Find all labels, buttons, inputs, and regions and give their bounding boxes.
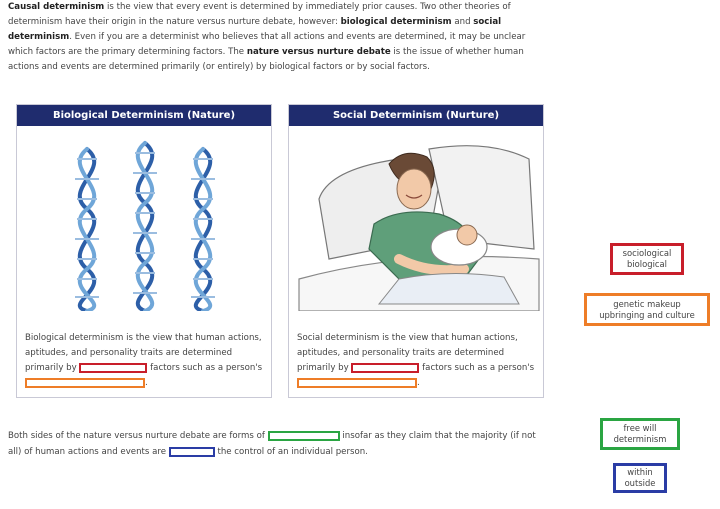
biological-panel: [16, 104, 272, 398]
bio-text-c: .: [145, 378, 148, 388]
term-social-determinism: social determinism: [8, 17, 502, 42]
tile-line-2: upbringing and culture: [599, 309, 695, 320]
blank-control-relation[interactable]: [169, 447, 215, 457]
biological-panel-title: Biological Determinism (Nature): [17, 105, 271, 126]
term-biological-determinism: biological determinism: [340, 17, 452, 27]
social-panel-title: Social Determinism (Nurture): [289, 105, 543, 126]
intro-text-3: is the issue of whether human actions and events are determined primarily (or entirely) by biological factors or by social factors.: [8, 47, 524, 72]
tile-line-2: determinism: [613, 434, 667, 444]
bottom-text-b: insofar as they claim that the majority (if not all) of human actions and events are: [8, 431, 536, 457]
mother-and-baby-illustration: [289, 129, 543, 311]
term-nature-nurture-debate: nature versus nurture debate: [246, 47, 391, 57]
tile-line-1: genetic makeup: [613, 298, 681, 309]
tile-line-1: free will: [623, 423, 657, 433]
bottom-text-a: Both sides of the nature versus nurture debate are forms of: [8, 431, 268, 441]
conclusion-sentence: [8, 428, 548, 460]
bio-text-a: Biological determinism is the view that human actions, aptitudes, and personality traits are determined primarily by: [25, 333, 262, 373]
social-panel: [288, 104, 544, 398]
answer-tile-genetics-upbringing[interactable]: [584, 293, 710, 326]
soc-blank-factor-example[interactable]: [297, 378, 417, 388]
soc-blank-factor-type[interactable]: [351, 363, 419, 373]
term-causal-determinism: Causal determinism: [8, 2, 105, 12]
intro-paragraph: [8, 0, 538, 75]
social-panel-text: [297, 331, 539, 391]
blank-debate-form[interactable]: [268, 431, 340, 441]
tile-line-2: outside: [624, 478, 656, 488]
answer-tile-sociological-biological[interactable]: [610, 243, 684, 275]
biological-panel-text: [25, 331, 267, 391]
soc-text-c: .: [417, 378, 420, 388]
intro-text-and: and: [451, 17, 474, 27]
bio-blank-factor-example[interactable]: [25, 378, 145, 388]
soc-text-a: Social determinism is the view that human actions, aptitudes, and personality traits are determined primarily by: [297, 333, 518, 373]
bio-text-b: factors such as a person's: [147, 363, 263, 373]
dna-helix-illustration: [17, 129, 271, 311]
answer-tile-freewill-determinism[interactable]: [600, 418, 680, 450]
bottom-text-c: the control of an individual person.: [214, 447, 368, 457]
soc-text-b: factors such as a person's: [419, 363, 535, 373]
tile-line-1: sociological: [622, 248, 672, 258]
answer-tile-within-outside[interactable]: [613, 463, 667, 493]
bio-blank-factor-type[interactable]: [79, 363, 147, 373]
tile-line-2: biological: [627, 259, 667, 269]
tile-line-1: within: [627, 467, 653, 477]
intro-text-1: is the view that every event is determined by immediately prior causes. Two other theories of determinism have their origin in the nature versus nurture debate, however:: [8, 2, 511, 27]
intro-text-2: . Even if you are a determinist who believes that all actions and events are determined, it may be unclear which factors are the primary determining factors. The: [8, 32, 526, 57]
